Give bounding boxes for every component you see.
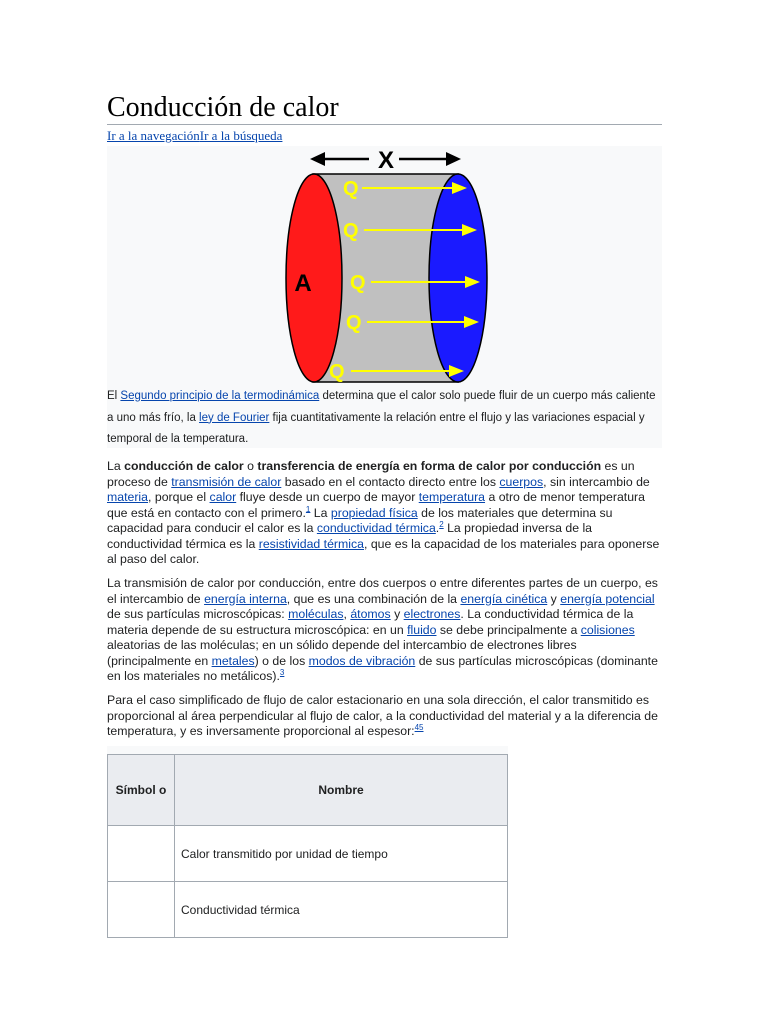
page-title: Conducción de calor <box>107 92 662 125</box>
potential-energy-link[interactable]: energía potencial <box>560 591 655 606</box>
caption-text: determina que el calor solo puede fluir de un cuerpo más caliente a uno más frío, la <box>107 390 656 424</box>
heat-link[interactable]: calor <box>209 490 237 504</box>
jump-to-search-link[interactable]: Ir a la búsqueda <box>199 128 283 143</box>
intro-paragraph: La conducción de calor o transferencia de energía en forma de calor por conducción es un proceso de transmisión de calor basado en el contacto directo entre los cuerpos, sin intercambio de materia, porque el calor fluye desde un cuerpo de mayor temperatura a otro de menor temperatura que está en contacto con el primero.$^1$ La propiedad física de los materiales que determina su capacidad para conducir el calor es la conductividad térmica.$^2$ La propiedad inversa de la conductividad térmica es la resistividad térmica, que es la capacidad de los materiales para oponerse al paso del calor. <box>107 459 660 566</box>
internal-energy-link[interactable]: energía interna <box>204 591 287 606</box>
term-bold: transferencia de energía en forma de calor por conducción <box>257 459 602 473</box>
fluid-link[interactable]: fluido <box>407 622 437 637</box>
right-face <box>429 174 487 382</box>
metals-link[interactable]: metales <box>211 653 255 668</box>
molecules-link[interactable]: moléculas <box>288 607 344 621</box>
reference-3[interactable]: 3 <box>279 667 285 677</box>
vibration-modes-link[interactable]: modos de vibración <box>308 653 416 668</box>
heat-conduction-diagram <box>107 146 662 386</box>
name-column-header: Nombre <box>175 755 508 826</box>
figure-caption <box>107 386 660 451</box>
heat-label: Q <box>329 361 345 383</box>
mechanism-paragraph: La transmisión de calor por conducción, entre dos cuerpos o entre diferentes partes de un cuerpo, es el intercambio de energía interna, que es una combinación de la energía cinética y energía potencial de sus partículas microscópicas: moléculas, átomos y electrones. La conductividad térmica de la materia depende de su estructura microscópica: en un fluido se debe principalmente a colisiones aleatorias de las moléculas; en un sólido depende del intercambio de electrones libres (principalmente en metales) o de los modos de vibración de sus partículas microscópicas (dominante en los materiales no metálicos).$^3$ <box>107 576 658 683</box>
table-row <box>108 882 508 938</box>
symbol-cell <box>108 826 175 882</box>
kinetic-energy-link[interactable]: energía cinética <box>460 591 548 606</box>
jump-links <box>107 128 282 144</box>
reference-45[interactable]: 45 <box>414 722 424 732</box>
thickness-label: X <box>377 147 395 174</box>
atoms-link[interactable]: átomos <box>350 607 391 621</box>
thermal-resistivity-link[interactable]: resistividad térmica <box>258 536 364 551</box>
area-label: A <box>294 270 312 297</box>
table-row <box>108 826 508 882</box>
electrons-link[interactable]: electrones <box>403 607 461 621</box>
thermal-conductivity-link[interactable]: conductividad térmica <box>316 521 436 535</box>
symbol-column-header: Símbol o <box>108 755 175 826</box>
heat-label: Q <box>343 220 359 242</box>
jump-to-navigation-link[interactable]: Ir a la navegación <box>107 128 200 143</box>
reference-2[interactable]: 2 <box>439 519 444 529</box>
bodies-link[interactable]: cuerpos <box>499 474 544 489</box>
table-header-row <box>108 755 508 826</box>
second-law-link[interactable]: Segundo principio de la termodinámica <box>120 390 320 402</box>
matter-link[interactable]: materia <box>107 490 149 504</box>
table-top-band <box>107 746 508 754</box>
name-cell: Calor transmitido por unidad de tiempo <box>175 826 508 882</box>
heat-transmission-link[interactable]: transmisión de calor <box>171 474 282 489</box>
fourier-law-link[interactable]: ley de Fourier <box>199 411 270 424</box>
caption-text: fija cuantitativamente la relación entre el flujo y las variaciones espacial y temporal de la temperatura. <box>107 411 645 445</box>
term-bold: conducción de calor <box>124 459 244 473</box>
heat-label: Q <box>350 272 366 294</box>
simplified-case-paragraph: Para el caso simplificado de flujo de calor estacionario en una sola dirección, el calor transmitido es proporcional al área perpendicular al flujo de calor, a la conductividad del material y a la diferencia de temperatura, y es inversamente proporcional al espesor:$^{45}$ <box>107 693 658 738</box>
heat-label: Q <box>346 312 362 334</box>
caption-text: El <box>107 390 121 402</box>
temperature-link[interactable]: temperatura <box>418 490 486 504</box>
heat-conduction-figure <box>107 146 662 448</box>
heat-label: Q <box>343 178 359 200</box>
reference-1[interactable]: 1 <box>305 504 311 514</box>
symbol-cell <box>108 882 175 938</box>
collisions-link[interactable]: colisiones <box>580 622 635 637</box>
physical-property-link[interactable]: propiedad física <box>330 505 418 520</box>
name-cell: Conductividad térmica <box>175 882 508 938</box>
symbols-table <box>107 754 508 938</box>
